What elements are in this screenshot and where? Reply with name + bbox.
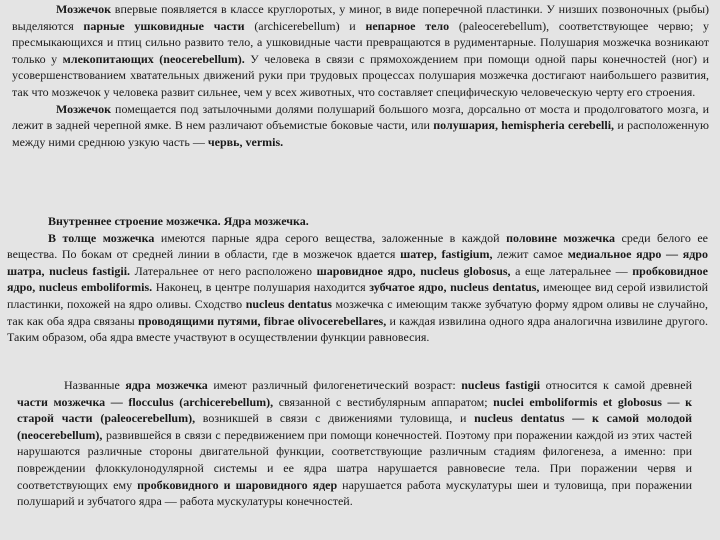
bold-term: парные ушковидные части xyxy=(83,18,245,33)
text-run: а еще латеральнее — xyxy=(510,263,633,278)
text-run: впервые появляется в классе круглоротых, у миног, в виде поперечной пластинки. У низших позвоночных (рыбы) выделяются xyxy=(12,2,709,33)
text-run: лежит самое xyxy=(492,247,568,262)
text-run: имеют различный филогенетический возраст: xyxy=(207,378,462,392)
bold-term: Мозжечок xyxy=(56,101,112,116)
text-run: Названные xyxy=(64,378,126,392)
text-run: помещается под затылочными долями полушарий большого мозга, дорсально от моста и продолговатого мозга, и лежит в задней черепной ямке. В нем различают объемистые боковые части, или xyxy=(12,101,709,133)
section-phylogenesis xyxy=(12,1,709,150)
text-run: Латеральнее от него расположено xyxy=(130,263,317,278)
bold-term: ядра мозжечка xyxy=(125,378,208,392)
text-run: мозжечка с имеющим также зубчатую форму ядром оливы не случайно, так как оба ядра связаны xyxy=(7,296,709,328)
text-run: относится к самой древней xyxy=(540,378,692,392)
text-run: Наконец, в центре полушария находится xyxy=(152,280,370,295)
text-run: нарушается работа мускулатуры шеи и туловища, при поражении полушарий и зубчатого ядра — работа мускулатуры конечностей. xyxy=(17,477,692,509)
text-run: и каждая извилина одного ядра аналогична извилине другого. Таким образом, оба ядра вместе участвуют в осуществлении функции равновесия. xyxy=(7,313,709,345)
bold-term: зубчатое ядро, nucleus dentatus, xyxy=(369,280,540,295)
bold-term: млекопитающих (neocerebellum). xyxy=(62,51,245,66)
section-heading xyxy=(7,213,708,230)
paragraph-nuclei-age xyxy=(17,377,692,510)
paragraph-phylogenesis xyxy=(12,1,709,101)
bold-term: медиальное ядро — ядро шатра, nucleus fastigii. xyxy=(7,247,708,278)
bold-term: Внутреннее строение мозжечка. Ядра мозжечка. xyxy=(48,214,309,228)
section-internal-structure xyxy=(7,213,708,346)
bold-term: половине мозжечка xyxy=(506,230,616,245)
bold-term: пробковидное ядро, nucleus emboliformis. xyxy=(7,263,708,295)
bold-term: пробковидного и шаровидного ядер xyxy=(137,477,338,492)
bold-term: nucleus dentatus xyxy=(245,296,332,311)
text-run: возникшей в связи с движениями туловища, и xyxy=(195,411,475,426)
text-run: (archicerebellum) и xyxy=(244,18,366,33)
bold-term: nucleus fastigii xyxy=(461,378,541,392)
paragraph-location xyxy=(12,101,709,151)
bold-term: шатер, fastigium, xyxy=(400,247,493,262)
bold-term: В толще мозжечка xyxy=(48,230,155,245)
bold-term: полушария, hemispheria cerebelli, xyxy=(433,118,615,133)
bold-term: проводящими путями, fibrae olivocerebellares, xyxy=(137,313,387,328)
bold-term: nuclei emboliformis et globosus — к старой части (paleocerebellum), xyxy=(17,394,692,426)
text-run: связанной с вестибулярным аппаратом; xyxy=(273,394,494,409)
bold-term: червь, vermis. xyxy=(207,134,284,149)
paragraph-nuclei xyxy=(7,230,708,346)
text-run: имеются парные ядра серого вещества, заложенные в каждой xyxy=(154,230,507,245)
text-run: развившейся в связи с передвижением при помощи конечностей. Поэтому при поражении каждой из этих частей нарушаются различные стороны двигательной функции, соответствующие различным стадиям филогенеза, а именно: при повреждении флоккулонодулярной системы и ее ядра шатра нарушается равновесие тела. При поражении червя и соответствующих ему xyxy=(17,427,692,492)
section-nuclei-age xyxy=(17,377,692,510)
bold-term: шаровидное ядро, nucleus globosus, xyxy=(316,263,511,278)
text-run: среди белого ее вещества. По бокам от средней линии в области, где в мозжечок вдается xyxy=(7,230,709,262)
bold-term: непарное тело xyxy=(365,18,450,33)
text-run: имеющее вид серой извилистой пластинки, похожей на ядро оливы. Сходство xyxy=(7,280,708,311)
bold-term: части мозжечка — flocculus (archicerebellum), xyxy=(17,394,274,409)
bold-term: nucleus dentatus — к самой молодой (neocerebellum), xyxy=(17,411,692,442)
text-run: У человека в связи с прямохождением при помощи одной пары конечностей (ног) и усовершенствованием хватательных движений руки при трудовых процессах полушария мозжечка достигают наибольшего развития, так что мозжечок у человека развит сильнее, чем у всех животных, что составляет специфическую человеческую черту его строения. xyxy=(12,51,709,99)
text-run: и расположенную между ними среднюю узкую часть — xyxy=(12,118,709,149)
text-run: (paleocerebellum), соответствующее червю; у пресмыкающихся и птиц сильно развито тело, а ушковидные части превращаются в рудиментарные. Полушария мозжечка возникают только у xyxy=(12,18,710,66)
bold-term: Мозжечок xyxy=(56,2,112,16)
